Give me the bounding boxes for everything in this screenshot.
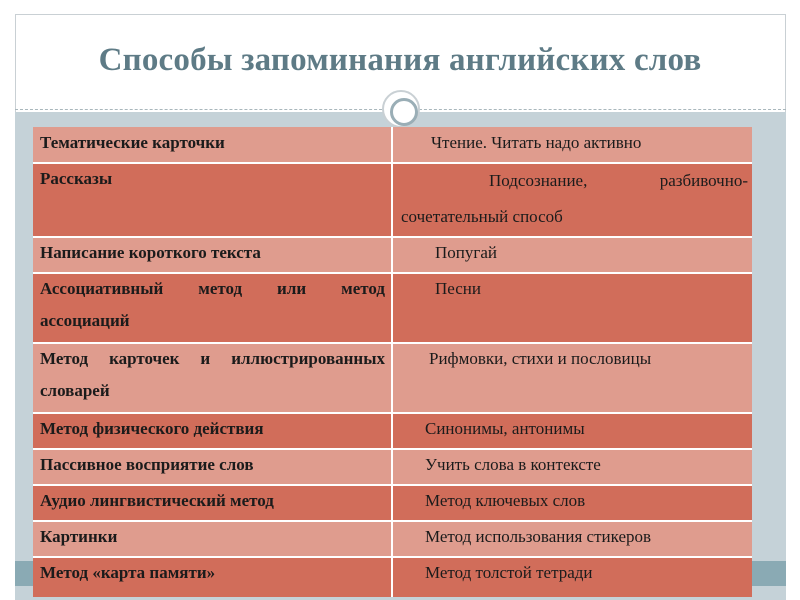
- table-cell-method: Метод физического действия: [33, 413, 393, 449]
- table-cell-method: Метод «карта памяти»: [33, 557, 393, 597]
- table-cell-method: Рассказы: [33, 163, 393, 237]
- table-cell-method-alt: Рифмовки, стихи и пословицы: [429, 349, 652, 368]
- table-cell-method: Картинки: [33, 521, 393, 557]
- table-row: [33, 485, 752, 521]
- table-cell-method: Написание короткого текста: [33, 237, 393, 273]
- table-cell-method-alt: Чтение. Читать надо активно: [431, 133, 642, 152]
- table-cell-method: Ассоциативный метод или метод ассоциаций: [33, 273, 393, 343]
- table-row: [33, 127, 752, 163]
- table-cell-method-alt: Метод использования стикеров: [425, 527, 652, 546]
- table-cell-method-alt: Метод толстой тетради: [425, 563, 593, 582]
- row-divider: [33, 520, 752, 522]
- table-cell-method-alt: Песни: [435, 279, 481, 298]
- table-row: [33, 521, 752, 557]
- table-row: [33, 343, 752, 413]
- table-row: [33, 273, 752, 343]
- row-divider: [33, 236, 752, 238]
- methods-table: [33, 127, 752, 597]
- row-divider: [33, 484, 752, 486]
- row-divider: [33, 412, 752, 414]
- table-cell-method-alt: Метод ключевых слов: [425, 491, 586, 510]
- table-cell-method-alt: Подсознание, разбивочно-сочетательный способ: [401, 171, 748, 226]
- row-divider: [33, 162, 752, 164]
- table-cell-method-alt: Попугай: [435, 243, 497, 262]
- row-divider: [33, 342, 752, 344]
- row-divider: [33, 556, 752, 558]
- table-row: [33, 237, 752, 273]
- row-divider: [33, 448, 752, 450]
- slide-title: Способы запоминания английских слов: [98, 42, 702, 78]
- table-row: [33, 163, 752, 237]
- table-row: [33, 413, 752, 449]
- table-cell-method: Аудио лингвистический метод: [33, 485, 393, 521]
- table-row: [33, 557, 752, 597]
- table-row: [33, 449, 752, 485]
- table-cell-method: Тематические карточки: [33, 127, 393, 163]
- table-cell-method-alt: Синонимы, антонимы: [425, 419, 585, 438]
- divider-circle-ornament: [382, 90, 420, 128]
- table-cell-method-alt: Учить слова в контексте: [425, 455, 601, 474]
- row-divider: [33, 272, 752, 274]
- table-cell-method: Метод карточек и иллюстрированных словарей: [33, 343, 393, 413]
- table-cell-method: Пассивное восприятие слов: [33, 449, 393, 485]
